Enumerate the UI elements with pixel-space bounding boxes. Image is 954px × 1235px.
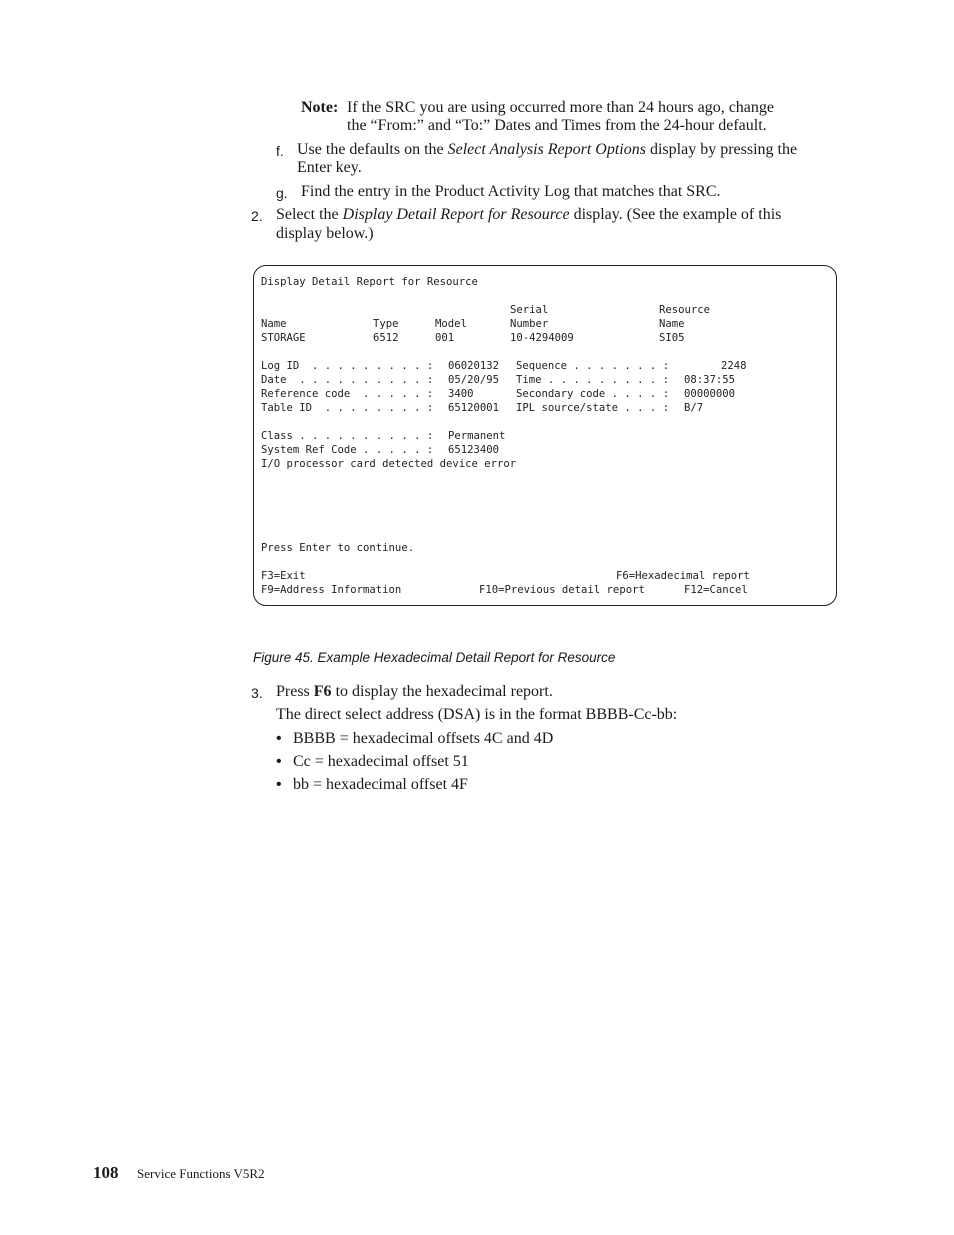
- note-text-line1: If the SRC you are using occurred more than 24 hours ago, change: [347, 99, 774, 116]
- step-f-text: Use the defaults on the Select Analysis Report Options display by pressing the: [297, 141, 798, 158]
- screen-title: Display Detail Report for Resource: [261, 276, 478, 288]
- hdr-model: Model: [435, 318, 467, 330]
- time-label: Time . . . . . . . . . :: [516, 374, 670, 386]
- bullet-item: BBBB = hexadecimal offsets 4C and 4D: [293, 730, 554, 747]
- secondary-code-label: Secondary code . . . . :: [516, 388, 670, 400]
- ipl-source-label: IPL source/state . . . :: [516, 402, 670, 414]
- bullet-item: bb = hexadecimal offset 4F: [293, 776, 468, 793]
- logid-value: 06020132: [448, 360, 500, 372]
- step-f-line2: Enter key.: [297, 159, 362, 176]
- class-label: Class . . . . . . . . . . :: [261, 430, 434, 442]
- note-text-line2: the “From:” and “To:” Dates and Times from the 24-hour default.: [347, 117, 767, 134]
- step-f-italic: Select Analysis Report Options: [447, 141, 646, 158]
- bullet-icon: •: [276, 753, 282, 770]
- f9-address-information-key[interactable]: F9=Address Information: [261, 584, 402, 596]
- step-3-text: Press F6 to display the hexadecimal report.: [276, 683, 553, 700]
- hdr-serial: Serial: [510, 304, 549, 316]
- step-2-line2: display below.): [276, 225, 374, 242]
- step-f-marker: f.: [276, 143, 284, 159]
- val-model: 001: [435, 332, 455, 344]
- f3-exit-key[interactable]: F3=Exit: [261, 570, 306, 582]
- f12-cancel-key[interactable]: F12=Cancel: [684, 584, 748, 596]
- f6-hexadecimal-report-key[interactable]: F6=Hexadecimal report: [616, 570, 750, 582]
- table-id-value: 65120001: [448, 402, 500, 414]
- reference-code-label: Reference code . . . . . :: [261, 388, 434, 400]
- press-enter-message: Press Enter to continue.: [261, 542, 415, 554]
- system-ref-code-label: System Ref Code . . . . . :: [261, 444, 434, 456]
- f6-key-bold: F6: [313, 683, 332, 700]
- figure-caption: Figure 45. Example Hexadecimal Detail Report for Resource: [253, 650, 616, 665]
- note-label: Note:: [301, 99, 339, 116]
- time-value: 08:37:55: [684, 374, 736, 386]
- step-g-text: Find the entry in the Product Activity Log that matches that SRC.: [301, 183, 721, 200]
- bullet-icon: •: [276, 730, 282, 747]
- reference-code-value: 3400: [448, 388, 474, 400]
- step-2-italic: Display Detail Report for Resource: [342, 206, 570, 223]
- hdr-name2: Name: [659, 318, 685, 330]
- val-number: 10-4294009: [510, 332, 574, 344]
- sequence-label: Sequence . . . . . . . :: [516, 360, 670, 372]
- val-type: 6512: [373, 332, 399, 344]
- bullet-item: Cc = hexadecimal offset 51: [293, 753, 469, 770]
- ipl-source-value: B/7: [684, 402, 704, 414]
- val-name: STORAGE: [261, 332, 306, 344]
- class-value: Permanent: [448, 430, 506, 442]
- step-3-marker: 3.: [251, 685, 263, 701]
- system-ref-code-value: 65123400: [448, 444, 500, 456]
- hdr-type: Type: [373, 318, 399, 330]
- page-number: 108: [93, 1163, 119, 1182]
- step-2-text: Select the Display Detail Report for Resource display. (See the example of this: [276, 206, 782, 223]
- val-resource-name: SI05: [659, 332, 685, 344]
- secondary-code-value: 00000000: [684, 388, 736, 400]
- step-g-marker: g.: [276, 185, 288, 201]
- logid-label: Log ID . . . . . . . . . :: [261, 360, 434, 372]
- step-2-marker: 2.: [251, 208, 263, 224]
- date-value: 05/20/95: [448, 374, 500, 386]
- step-3-paragraph: The direct select address (DSA) is in the format BBBB-Cc-bb:: [276, 706, 678, 723]
- footer-title: Service Functions V5R2: [137, 1166, 265, 1181]
- hdr-number: Number: [510, 318, 549, 330]
- error-description: I/O processor card detected device error: [261, 458, 517, 470]
- table-id-label: Table ID . . . . . . . . :: [261, 402, 434, 414]
- hdr-resource: Resource: [659, 304, 711, 316]
- bullet-icon: •: [276, 776, 282, 793]
- sequence-value: 2248: [721, 360, 747, 372]
- date-label: Date . . . . . . . . . . :: [261, 374, 434, 386]
- f10-previous-detail-report-key[interactable]: F10=Previous detail report: [479, 584, 645, 596]
- hdr-name: Name: [261, 318, 287, 330]
